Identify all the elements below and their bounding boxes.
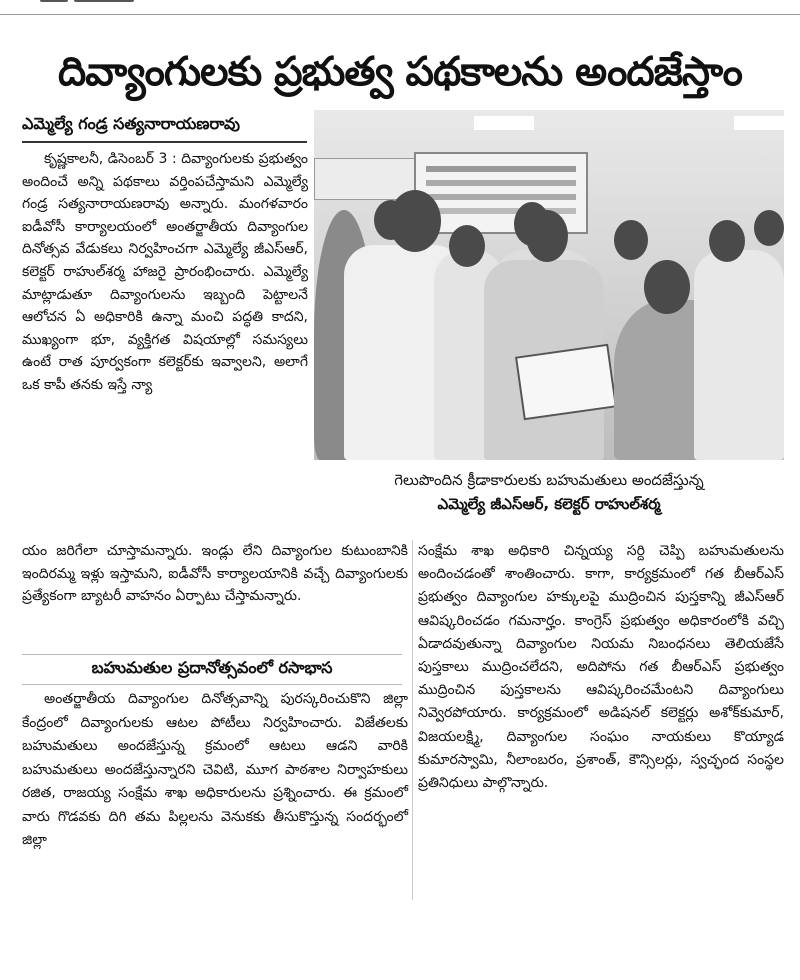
caption-line-1: గెలుపొందిన క్రీడాకారులకు బహుమతులు అందజేస్తున్న <box>394 471 704 489</box>
photo-person-head <box>709 220 745 262</box>
article-column-right <box>418 540 784 795</box>
article-paragraph: సంక్షేమ శాఖ అధికారి చిన్నయ్య సర్ది చెప్పి బహుమతులను అందించడంతో శాంతించారు. కాగా, కార్యక్రమంలో గత బీఆర్ఎస్ ప్రభుత్వం దివ్యాంగుల హక్కులపై ముద్రించిన పుస్తకాన్ని జీఎస్ఆర్ ఆవిష్కరించడం గమనార్హం. కాంగ్రెస్ ప్రభుత్వం అధికారంలోకి వచ్చి ఏడాదవుతున్నా దివ్యాంగుల నియమ నిబంధనలు తెలియజేసే పుస్తకాలు ముద్రించలేదని, అదిపోను గత బీఆర్ఎస్ ప్రభుత్వం ముద్రించిన పుస్తకాలను ఆవిష్కరించమేంటని దివ్యాంగులు నివ్వెరపోయారు. కార్యక్రమంలో అడిషనల్ కలెక్టర్లు అశోక్‌కుమార్, విజయలక్ష్మి, దివ్యాంగుల సంఘం నాయకులు కొయ్యాడ కుమారస్వామి, నీలాంబరం, ప్రశాంత్, కౌన్సిలర్లు, స్వచ్ఛంద సంస్థల ప్రతినిధులు పాల్గొన్నారు. <box>418 543 784 792</box>
page-top-rule <box>0 14 800 15</box>
article-column-left-bottom <box>22 688 408 853</box>
ceiling-light <box>474 116 534 130</box>
article-column-left-continued <box>22 540 408 608</box>
article-paragraph: కృష్ణకాలనీ, డిసెంబర్ 3 : దివ్యాంగులకు ప్రభుత్వం అందించే అన్ని పథకాలు వర్తింపచేస్తామని ఎమ్మెల్యే గండ్ర సత్యనారాయణరావు అన్నారు. మంగళవారం ఐడీవోసీ కార్యాలయంలో అంతర్జాతీయ దివ్యాంగుల దినోత్సవ వేడుకలు నిర్వహించగా ఎమ్మెల్యే జీఎస్ఆర్, కలెక్టర్ రాహుల్‌శర్మ హాజరై ప్రారంభించారు. ఎమ్మెల్యే మాట్లాడుతూ దివ్యాంగులను ఇబ్బంది పెట్టాలనే ఆలోచన ఏ అధికారికి ఉన్నా మంచి పద్ధతి కాదని, ముఖ్యంగా భూ, వ్యక్తిగత విషయాల్లో సమస్యలు ఉంటే రాత పూర్వకంగా కలెక్టర్‌కు ఇవ్వాలని, అలాగే ఒక కాపీ తనకు ఇస్తే న్యా <box>22 151 308 393</box>
photo-person-head <box>614 220 648 260</box>
ceiling-light <box>734 116 784 130</box>
photo-person-head <box>754 210 784 246</box>
awardee-head <box>644 260 690 314</box>
photo-person-head <box>449 225 485 267</box>
article-column-left-top <box>22 148 308 397</box>
subheading: బహుమతుల ప్రదానోత్సవంలో రసాభాస <box>22 654 402 685</box>
caption-line-2: ఎమ్మెల్యే జీఎస్ఆర్, కలెక్టర్ రాహుల్‌శర్మ <box>437 495 661 513</box>
photo-caption <box>314 468 784 516</box>
truncated-header-text <box>40 0 190 6</box>
column-divider <box>412 540 413 900</box>
article-paragraph: యం జరిగేలా చూస్తామన్నారు. ఇండ్లు లేని దివ్యాంగుల కుటుంబానికి ఇందిరమ్మ ఇళ్లు ఇస్తామని, ఐడీవోసీ కార్యాలయానికి వచ్చే దివ్యాంగులకు ప్రత్యేకంగా బ్యాటరీ వాహనం ఏర్పాటు చేస్తామన్నారు. <box>22 543 408 605</box>
collector-head <box>526 210 568 262</box>
article-paragraph: అంతర్జాతీయ దివ్యాంగుల దినోత్సవాన్ని పురస్కరించుకొని జిల్లా కేంద్రంలో దివ్యాంగులకు ఆటల పోటీలు నిర్వహించారు. విజేతలకు బహుమతులు అందజేస్తున్న క్రమంలో ఆటలు ఆడని వారికి బహుమతులు అందజేస్తున్నారని చెవిటి, మూగ పాఠశాల నిర్వాహకులు రజిత, రాజయ్య సంక్షేమ శాఖ అధికారులను ప్రశ్నించారు. ఈ క్రమంలో వారు గొడవకు దిగి తమ పిల్లలను వెనుకకు తీసుకొస్తున్న సందర్భంలో జిల్లా <box>22 691 408 848</box>
news-photo <box>314 110 784 460</box>
headline: దివ్యాంగులకు ప్రభుత్వ పథకాలను అందజేస్తాం <box>58 49 742 95</box>
mla-head <box>389 190 441 252</box>
certificate <box>515 344 617 420</box>
byline: ఎమ్మెల్యే గండ్ర సత్యనారాయణరావు <box>22 114 307 143</box>
photo-person <box>694 250 784 460</box>
